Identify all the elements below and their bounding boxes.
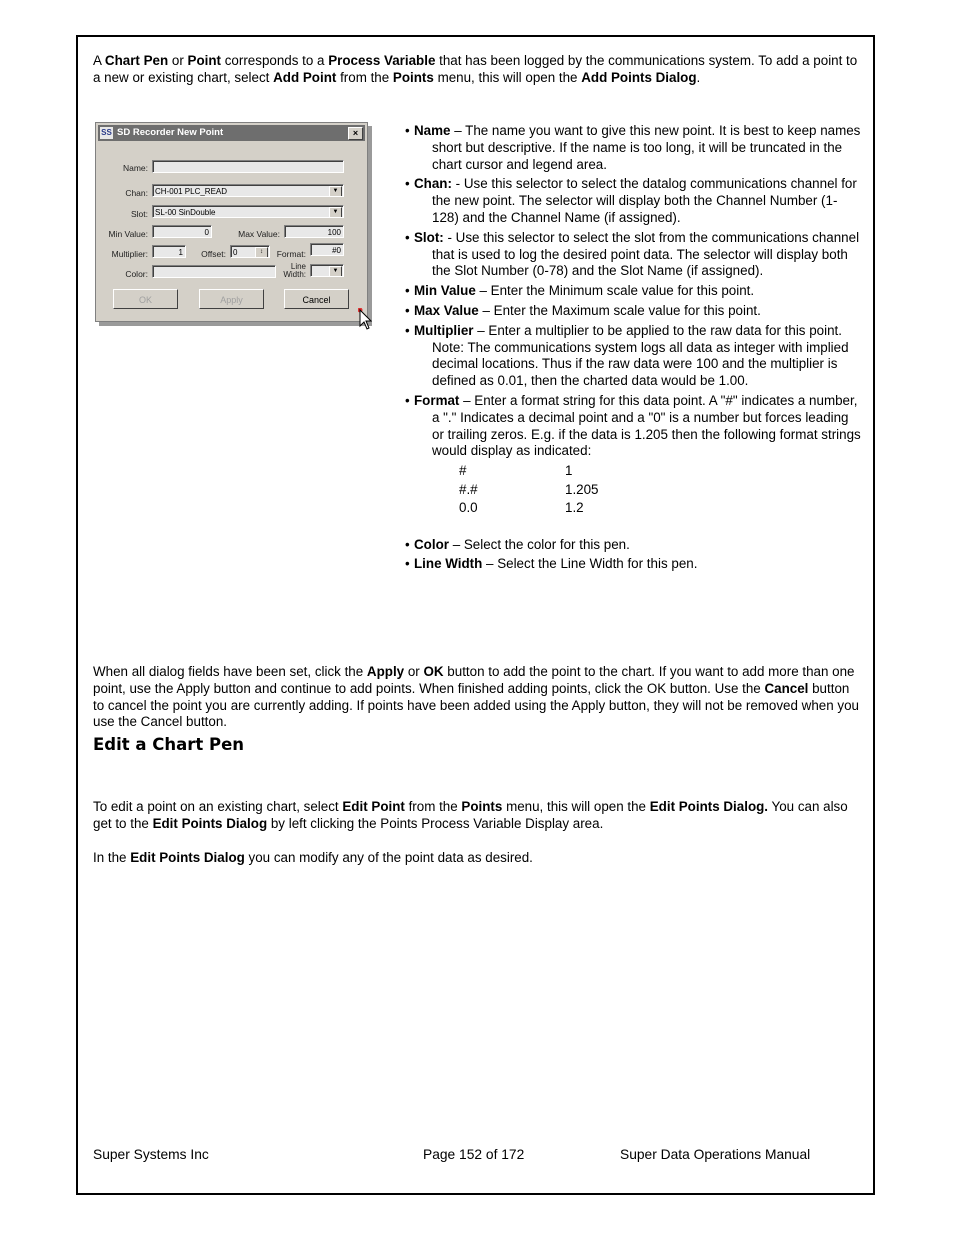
line-width-select bbox=[310, 264, 344, 277]
list-item: • Name – The name you want to give this new point. It is best to keep names short but descriptive. If the name is too long, it will be truncated in the chart cursor and legend area. bbox=[405, 123, 861, 172]
cancel-button: Cancel bbox=[284, 289, 349, 309]
min-value-field: 0 bbox=[152, 225, 212, 238]
list-item: • Format – Enter a format string for this data point. A "#" indicates a number, a "." Indicates a decimal point and a "0" is a number but forces leading or trailing zeros. E.g. if the data is 1.205 then the following format strings would display as indicated: # 1 #.# 1.205 0.0 1.2 bbox=[405, 393, 863, 518]
footer-manual-title: Super Data Operations Manual bbox=[620, 1147, 811, 1162]
edit-dialog-paragraph: In the Edit Points Dialog you can modify any of the point data as desired. bbox=[93, 850, 533, 865]
color-select bbox=[152, 265, 276, 278]
close-icon: × bbox=[348, 127, 363, 140]
bullet-icon: • bbox=[405, 229, 410, 245]
list-item: • Color – Select the color for this pen. bbox=[405, 536, 630, 552]
format-example-row: 0.0 1.2 bbox=[459, 500, 584, 516]
list-item: • Slot: - Use this selector to select the slot from the communications channel that is used to log the desired point data. The selector will display both the Slot Number (0-78) and the Slot Name (if assigned). bbox=[405, 229, 860, 279]
new-point-dialog-screenshot bbox=[95, 122, 368, 322]
bullet-icon: • bbox=[405, 392, 410, 408]
chevron-down-icon: ▼ bbox=[329, 186, 342, 197]
list-item: • Chan: - Use this selector to select the datalog communications channel for the new point. The selector will display both the Channel Number (1-128) and the Channel Name (if assigned). bbox=[405, 176, 857, 225]
format-label: Format: bbox=[276, 249, 306, 259]
format-example-row: #.# 1.205 bbox=[459, 481, 599, 497]
slot-select: SL-00 SinDouble ▼ bbox=[152, 205, 344, 218]
chan-label: Chan: bbox=[125, 188, 148, 198]
apply-button: Apply bbox=[199, 289, 264, 309]
bullet-icon: • bbox=[405, 536, 410, 552]
apply-ok-paragraph: When all dialog fields have been set, click the Apply or OK button to add the point to the chart. If you want to add more than one point, use the Apply button and continue to add points. When finished adding points, click the OK button. Use the Cancel button to cancel the point you are currently adding. If points have been added using the Apply button, they will not be removed when you use the Cancel button. bbox=[93, 664, 859, 730]
edit-point-paragraph: To edit a point on an existing chart, select Edit Point from the Points menu, this will open the Edit Points Dialog. You can also get to the Edit Points Dialog by left clicking the Points Process Variable Display area. bbox=[93, 799, 848, 831]
list-item: • Line Width – Select the Line Width for this pen. bbox=[405, 556, 698, 572]
field-descriptions-list bbox=[405, 123, 863, 576]
bullet-icon: • bbox=[405, 176, 410, 192]
app-logo-icon: SS bbox=[101, 128, 112, 137]
list-item: • Max Value – Enter the Maximum scale value for this point. bbox=[405, 302, 761, 318]
slot-label: Slot: bbox=[130, 209, 148, 219]
bullet-icon: • bbox=[405, 283, 410, 299]
spinner-icon: ↕ bbox=[255, 247, 268, 258]
max-value-label: Max Value: bbox=[238, 229, 280, 239]
format-example-row: # 1 bbox=[459, 463, 573, 479]
ok-button: OK bbox=[113, 289, 178, 309]
bullet-icon: • bbox=[405, 556, 410, 572]
chevron-down-icon: ▼ bbox=[329, 266, 342, 277]
multiplier-label: Multiplier: bbox=[111, 249, 148, 259]
section-heading: Edit a Chart Pen bbox=[93, 735, 245, 754]
line-width-label: Line Width: bbox=[283, 262, 306, 279]
list-item: • Min Value – Enter the Minimum scale value for this point. bbox=[405, 283, 755, 299]
bullet-icon: • bbox=[405, 302, 410, 318]
color-label: Color: bbox=[125, 269, 148, 279]
chevron-down-icon: ▼ bbox=[329, 207, 342, 218]
chan-select: CH-001 PLC_READ ▼ bbox=[152, 184, 344, 197]
offset-stepper: 0 ↕ bbox=[230, 245, 270, 258]
name-field bbox=[152, 160, 344, 173]
dialog-title-bar bbox=[98, 125, 365, 141]
footer-page-number: Page 152 of 172 bbox=[423, 1147, 525, 1162]
list-item: • Multiplier – Enter a multiplier to be applied to the raw data for this point. Note: The communications system logs all data as integer with implied decimal locations. Thus if the raw data were 100 and the multiplier is defined as 0.01, then the charted data would be 1.00. bbox=[405, 322, 849, 389]
bullet-icon: • bbox=[405, 123, 410, 138]
name-label: Name: bbox=[122, 163, 148, 173]
dialog-title: SD Recorder New Point bbox=[117, 127, 224, 138]
mouse-pointer-icon bbox=[358, 308, 372, 330]
format-examples bbox=[459, 462, 863, 518]
footer-company: Super Systems Inc bbox=[93, 1147, 209, 1162]
multiplier-field: 1 bbox=[152, 245, 186, 258]
max-value-field: 100 bbox=[284, 225, 344, 238]
format-field: #0 bbox=[310, 243, 344, 256]
bullet-icon: • bbox=[405, 322, 410, 338]
offset-label: Offset: bbox=[201, 249, 226, 259]
min-value-label: Min Value: bbox=[108, 229, 148, 239]
intro-paragraph: A Chart Pen or Point corresponds to a Process Variable that has been logged by the communications system. To add a point to a new or existing chart, select Add Point from the Points menu, this will open the Add Points Dialog. bbox=[93, 53, 858, 85]
